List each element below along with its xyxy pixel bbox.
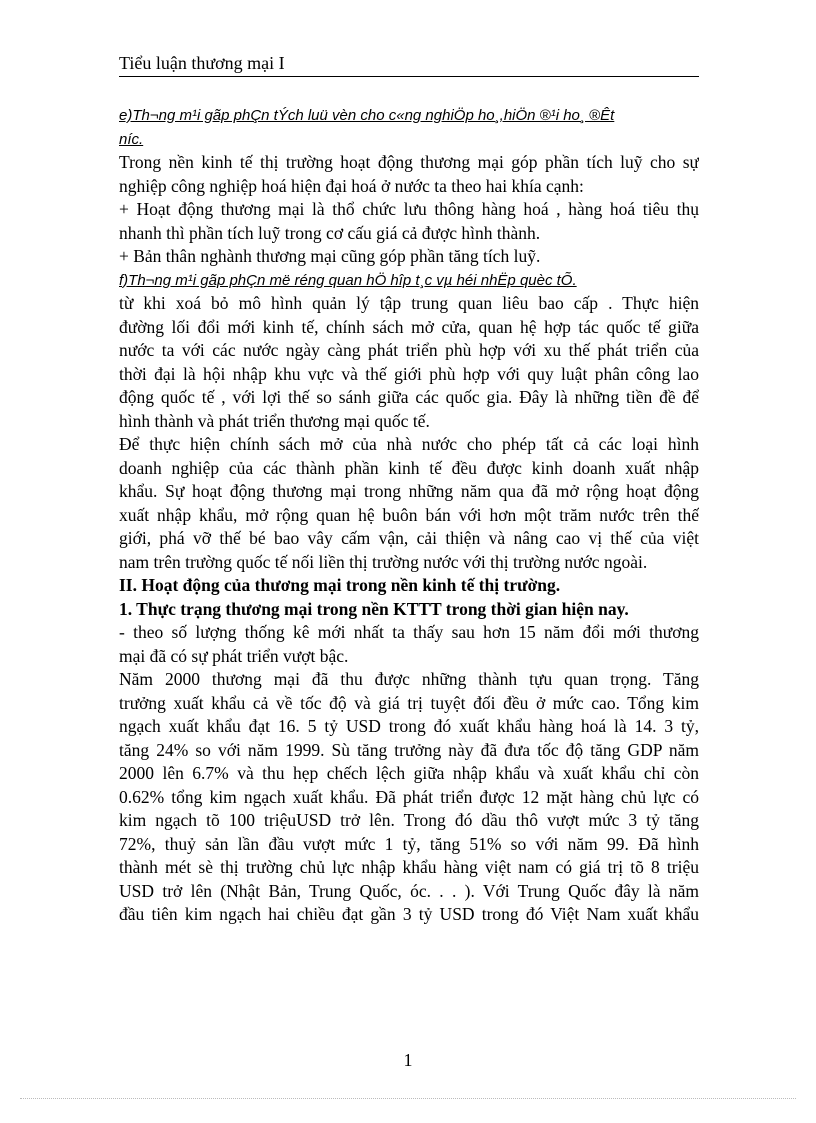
paragraph-line: động quốc tế , với lợi thế so sánh giữa các quốc gia. Đây là những tiền đề để (119, 387, 699, 407)
paragraph-line: Trong nền kinh tế thị trường hoạt động thương mại góp phần tích luỹ cho sự (119, 152, 699, 172)
paragraph-line: xuất nhập khẩu, mở rộng quan hệ buôn bán với hơn một trăm nước trên thế (119, 504, 699, 525)
paragraph-line: đầu tiên kim ngạch hai chiều đạt gần 3 tỷ USD trong đó Việt Nam xuất khẩu (119, 904, 699, 924)
paragraph-line: USD trở lên (Nhật Bản, Trung Quốc, óc. . . ). Với Trung Quốc đây là năm (119, 880, 699, 901)
paragraph-line: + Hoạt động thương mại là thổ chức lưu thông hàng hoá , hàng hoá tiêu thụ (119, 199, 699, 219)
paragraph-line: nghiệp công nghiệp hoá hiện đại hoá ở nước ta theo hai khía cạnh: (119, 175, 584, 196)
paragraph-line: giới, phá vỡ thế bé bao vây cấm vận, cải thiện và nâng cao vị thế của việt (119, 528, 699, 548)
paragraph-line: nhanh thì phần tích luỹ trong cơ cấu giá cả được hình thành. (119, 222, 541, 243)
paragraph-line: khẩu. Sự hoạt động thương mại trong những năm qua đã mở rộng hoạt động (119, 481, 699, 501)
page-number: 1 (403, 1050, 413, 1070)
document-body (119, 104, 699, 927)
paragraph-line: nước ta với các nước ngày càng phát triển phù hợp với xu thế phát triển của (119, 340, 699, 360)
paragraph-line: mại đã có sự phát triển vượt bậc. (119, 645, 349, 666)
paragraph-line: kim ngạch tõ 100 triệuUSD trở lên. Trong đó dầu thô vượt mức 3 tỷ tăng (119, 810, 699, 830)
paragraph-line: Để thực hiện chính sách mở của nhà nước cho phép tất cả các loại hình (119, 434, 699, 454)
paragraph-line: từ khi xoá bỏ mô hình quản lý tập trung quan liêu bao cấp . Thực hiện (119, 293, 699, 313)
paragraph-line: thành mét sè thị trường chủ lực nhập khẩu hàng việt nam có giá trị tõ 8 triệu (119, 857, 699, 877)
paragraph-line: trưởng xuất khẩu cả về tốc độ và giá trị tuyệt đối đều ở mức cao. Tổng kim (119, 692, 699, 713)
paragraph-line: thời đại là hội nhập khu vực và thế giới phù hợp với quy luật phân công lao (119, 363, 699, 384)
page-boundary-divider (20, 1098, 796, 1099)
section-heading-1: 1. Thực trạng thương mại trong nền KTTT trong thời gian hiện nay. (119, 598, 629, 619)
paragraph-line: nam trên trường quốc tế nối liền thị trường nước với thị trường nước ngoài. (119, 551, 648, 572)
paragraph-line: Năm 2000 thương mại đã thu được những thành tựu quan trọng. Tăng (119, 669, 699, 689)
paragraph-line: + Bản thân nghành thương mại cũng góp phần tăng tích luỹ. (119, 246, 541, 266)
subheading-e-line-2: níc. (119, 130, 144, 148)
paragraph-line: ngạch xuất khẩu đạt 16. 5 tỷ USD trong đó xuất khẩu hàng hoá là 14. 3 tỷ, (119, 716, 699, 736)
paragraph-line: 72%, thuỷ sản lần đầu vượt mức 1 tỷ, tăng 51% so với năm 99. Đã hình (119, 833, 699, 854)
paragraph-line: 0.62% tổng kim ngạch xuất khẩu. Đã phát triển được 12 mặt hàng chủ lực có (119, 786, 699, 807)
paragraph-line: tăng 24% so với năm 1999. Sù tăng trưởng này đã đưa tốc độ tăng GDP năm (119, 739, 699, 760)
page-header: Tiểu luận thương mại I (119, 50, 699, 77)
paragraph-line: - theo số lượng thống kê mới nhất ta thấy sau hơn 15 năm đổi mới thương (119, 622, 699, 642)
section-heading-ii: II. Hoạt động của thương mại trong nền kinh tế thị trường. (119, 575, 561, 595)
subheading-f: f)Th¬ng m¹i gãp phÇn më réng quan hÖ hîp t¸c vµ héi nhËp quèc tÕ. (119, 271, 577, 289)
paragraph-line: doanh nghiệp của các thành phần kinh tế đều được kinh doanh xuất nhập (119, 457, 699, 478)
paragraph-line: 2000 lên 6.7% và thu hẹp chếch lệch giữa nhập khẩu và xuất khẩu chỉ còn (119, 763, 699, 783)
paragraph-line: đường lối đổi mới kinh tế, chính sách mở cửa, quan hệ hợp tác quốc tế giữa (119, 316, 699, 337)
paragraph-line: hình thành và phát triển thương mại quốc tế. (119, 410, 430, 431)
subheading-e-line-1: e)Th¬ng m¹i gãp phÇn tÝch luü vèn cho c«ng nghiÖp ho¸,hiÖn ®¹i ho¸ ®Êt (119, 107, 615, 124)
